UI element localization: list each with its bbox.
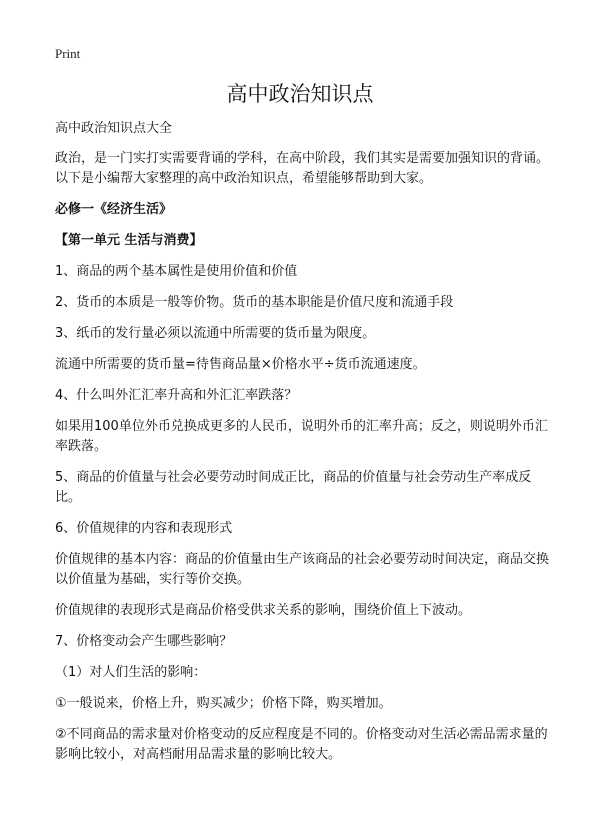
paragraph-impact-1b: ②不同商品的需求量对价格变动的反应程度是不同的。价格变动对生活必需品需求量的影响比较小，对高档耐用品需求量的影响比较大。	[55, 727, 548, 762]
paragraph-intro: 政治，是一门实打实需要背诵的学科，在高中阶段，我们其实是需要加强知识的背诵。以下是小编帮大家整理的高中政治知识点，希望能够帮助到大家。	[55, 151, 550, 186]
document-body	[55, 149, 555, 776]
page-title: 高中政治知识点	[226, 82, 374, 106]
paragraph-point-2: 2、货币的本质是一般等价物。货币的基本职能是价值尺度和流通手段	[55, 295, 454, 310]
paragraph-value-law-form: 价值规律的表现形式是商品价格受供求关系的影响，围绕价值上下波动。	[55, 603, 472, 618]
paragraph-formula: 流通中所需要的货币量=待售商品量×价格水平÷货币流通速度。	[55, 357, 426, 372]
paragraph-impact-1a: ①一般说来，价格上升，购买减少；价格下降，购买增加。	[55, 696, 392, 711]
heading-compulsory-one: 必修一《经济生活》	[55, 202, 173, 217]
paragraph-point-1: 1、商品的两个基本属性是使用价值和价值	[55, 264, 298, 279]
paragraph-impact-1: （1）对人们生活的影响：	[55, 665, 207, 680]
paragraph-point-5: 5、商品的价值量与社会必要劳动时间成正比，商品的价值量与社会劳动生产率成反比。	[55, 470, 532, 505]
paragraph-point-6: 6、价值规律的内容和表现形式	[55, 521, 233, 536]
print-link[interactable]: Print	[55, 46, 81, 61]
heading-unit-one: 【第一单元 生活与消费】	[55, 233, 203, 248]
document-subtitle: 高中政治知识点大全	[55, 121, 173, 136]
paragraph-point-4: 4、什么叫外汇汇率升高和外汇汇率跌落？	[55, 388, 298, 403]
paragraph-value-law-content: 价值规律的基本内容：商品的价值量由生产该商品的社会必要劳动时间决定，商品交换以价值量为基础，实行等价交换。	[55, 552, 550, 587]
paragraph-point-7: 7、价格变动会产生哪些影响？	[55, 634, 233, 649]
paragraph-point-3: 3、纸币的发行量必须以流通中所需要的货币量为限度。	[55, 326, 376, 341]
paragraph-exchange-rate: 如果用100单位外币兑换成更多的人民币，说明外币的汇率升高；反之，则说明外币汇率跌落。	[55, 419, 548, 454]
